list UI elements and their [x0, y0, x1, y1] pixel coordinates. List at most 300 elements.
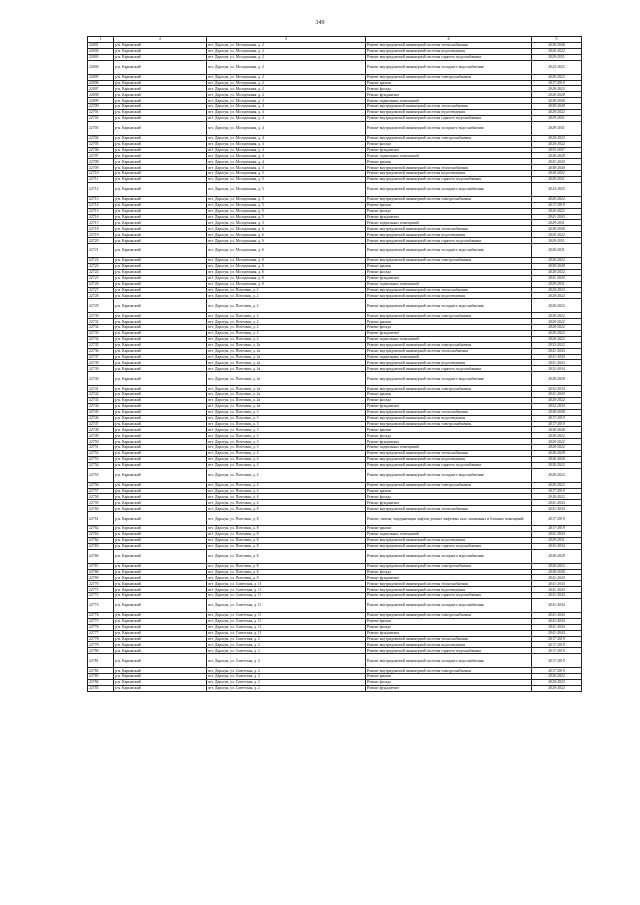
district-cell: р-н. Карымский	[114, 135, 207, 141]
period-cell: 2038-2040	[532, 409, 582, 415]
work-type-cell: Ремонт фундамента	[366, 214, 532, 220]
work-type-cell: Ремонт внутридомовой инженерной системы теплоснабжения	[366, 226, 532, 232]
work-type-cell: Ремонт внутридомовой инженерной системы электроснабжения	[366, 313, 532, 319]
district-cell: р-н. Карымский	[114, 549, 207, 563]
row-number: 22773	[88, 599, 114, 613]
address-cell: пгт. Дарасун, ул. Почтовая, д. 2а	[207, 354, 366, 360]
row-number: 22713	[88, 196, 114, 202]
address-cell: пгт. Дарасун, ул. Почтовая, д. 8	[207, 575, 366, 581]
district-cell: р-н. Карымский	[114, 445, 207, 451]
table-row	[88, 244, 582, 258]
address-cell: пгт. Дарасун, ул. Почтовая, д. 2	[207, 325, 366, 331]
row-number: 22771	[88, 587, 114, 593]
address-cell: пгт. Дарасун, ул. Почтовая, д. 8	[207, 512, 366, 526]
district-cell: р-н. Карымский	[114, 587, 207, 593]
work-type-cell: Ремонт внутридомовой инженерной системы водоотведения	[366, 48, 532, 54]
row-number: 22778	[88, 636, 114, 642]
work-type-cell: Ремонт крыши	[366, 202, 532, 208]
district-cell: р-н. Карымский	[114, 439, 207, 445]
period-cell: 2020-2022	[532, 397, 582, 403]
address-cell: пгт. Дарасун, ул. Молодежная, д. 6	[207, 269, 366, 275]
work-type-cell: Ремонт крыши	[366, 80, 532, 86]
address-cell: пгт. Дарасун, ул. Молодежная, д. 5	[207, 182, 366, 196]
work-type-cell: Ремонт подвальных помещений	[366, 445, 532, 451]
address-cell: пгт. Дарасун, ул. Советская, д. 11	[207, 630, 366, 636]
work-type-cell: Ремонт внутридомовой инженерной системы теплоснабжения	[366, 104, 532, 110]
table-row	[88, 182, 582, 196]
row-number: 22705	[88, 141, 114, 147]
column-header: 3	[207, 37, 366, 43]
district-cell: р-н. Карымский	[114, 532, 207, 538]
district-cell: р-н. Карымский	[114, 92, 207, 98]
row-number: 22691	[88, 43, 114, 49]
district-cell: р-н. Карымский	[114, 104, 207, 110]
address-cell: пгт. Дарасун, ул. Почтовая, д. 2	[207, 293, 366, 299]
row-number: 22767	[88, 563, 114, 569]
row-number: 22774	[88, 613, 114, 619]
row-number: 22699	[88, 98, 114, 104]
row-number: 22760	[88, 506, 114, 512]
work-type-cell: Ремонт крыши	[366, 674, 532, 680]
period-cell: 2020-2022	[532, 269, 582, 275]
row-number: 22780	[88, 648, 114, 654]
period-cell: 2020-2022	[532, 313, 582, 319]
period-cell: 2020-2031	[532, 244, 582, 258]
work-type-cell: Ремонт фундамента	[366, 630, 532, 636]
period-cell: 2041-2043	[532, 348, 582, 354]
row-number: 22748	[88, 427, 114, 433]
district-cell: р-н. Карымский	[114, 354, 207, 360]
period-cell: 2026-2028	[532, 92, 582, 98]
address-cell: пгт. Дарасун, ул. Молодежная, д. 4	[207, 141, 366, 147]
address-cell: пгт. Дарасун, ул. Почтовая, д. 2а	[207, 360, 366, 366]
address-cell: пгт. Дарасун, ул. Советская, д. 11	[207, 618, 366, 624]
district-cell: р-н. Карымский	[114, 488, 207, 494]
address-cell: пгт. Дарасун, ул. Молодежная, д. 2	[207, 86, 366, 92]
address-cell: пгт. Дарасун, ул. Почтовая, д. 3	[207, 427, 366, 433]
row-number: 22735	[88, 342, 114, 348]
period-cell: 2023-2025	[532, 182, 582, 196]
district-cell: р-н. Карымский	[114, 159, 207, 165]
period-cell: 2020-2022	[532, 86, 582, 92]
district-cell: р-н. Карымский	[114, 342, 207, 348]
period-cell: 2017-2019	[532, 526, 582, 532]
district-cell: р-н. Карымский	[114, 668, 207, 674]
work-type-cell: Ремонт фасада	[366, 141, 532, 147]
district-cell: р-н. Карымский	[114, 244, 207, 258]
work-type-cell: Ремонт внутридомовой инженерной системы горячего водоснабжения	[366, 54, 532, 60]
period-cell: 2029-2031	[532, 54, 582, 60]
work-type-cell: Ремонт подвальных помещений	[366, 532, 532, 538]
row-number: 22768	[88, 569, 114, 575]
table-row	[88, 654, 582, 668]
period-cell: 2038-2040	[532, 263, 582, 269]
district-cell: р-н. Карымский	[114, 74, 207, 80]
address-cell: пгт. Дарасун, ул. Почтовая, д. 2	[207, 336, 366, 342]
district-cell: р-н. Карымский	[114, 86, 207, 92]
row-number: 22694	[88, 60, 114, 74]
period-cell: 2020-2022	[532, 48, 582, 54]
address-cell: пгт. Дарасун, ул. Молодежная, д. 6	[207, 244, 366, 258]
address-cell: пгт. Дарасун, ул. Молодежная, д. 5	[207, 202, 366, 208]
address-cell: пгт. Дарасун, ул. Почтовая, д. 2а	[207, 392, 366, 398]
row-number: 22695	[88, 74, 114, 80]
address-cell: пгт. Дарасун, ул. Молодежная, д. 4	[207, 110, 366, 116]
district-cell: р-н. Карымский	[114, 171, 207, 177]
work-type-cell: Ремонт внутридомовой инженерной системы теплоснабжения	[366, 287, 532, 293]
period-cell: 2020-2022	[532, 258, 582, 264]
address-cell: пгт. Дарасун, ул. Почтовая, д. 2	[207, 299, 366, 313]
address-cell: пгт. Дарасун, ул. Почтовая, д. 4	[207, 488, 366, 494]
row-number: 22739	[88, 366, 114, 372]
district-cell: р-н. Карымский	[114, 165, 207, 171]
period-cell: 2038-2040	[532, 427, 582, 433]
address-cell: пгт. Дарасун, ул. Почтовая, д. 4	[207, 500, 366, 506]
work-type-cell: Ремонт внутридомовой инженерной системы водоотведения	[366, 360, 532, 366]
work-type-cell: Ремонт внутридомовой инженерной системы холодного водоснабжения	[366, 244, 532, 258]
work-type-cell: Ремонт внутридомовой инженерной системы холодного водоснабжения	[366, 121, 532, 135]
district-cell: р-н. Карымский	[114, 613, 207, 619]
work-type-cell: Ремонт крыши	[366, 427, 532, 433]
period-cell: 2029-2031	[532, 121, 582, 135]
district-cell: р-н. Карымский	[114, 258, 207, 264]
district-cell: р-н. Карымский	[114, 674, 207, 680]
row-number: 22746	[88, 415, 114, 421]
district-cell: р-н. Карымский	[114, 636, 207, 642]
work-type-cell: Ремонт внутридомовой инженерной системы электроснабжения	[366, 421, 532, 427]
address-cell: пгт. Дарасун, ул. Почтовая, д. 8	[207, 537, 366, 543]
district-cell: р-н. Карымский	[114, 275, 207, 281]
period-cell: 2029-2031	[532, 115, 582, 121]
work-type-cell: Ремонт внутридомовой инженерной системы водоотведения	[366, 232, 532, 238]
row-number: 22756	[88, 482, 114, 488]
work-type-cell: Ремонт внутридомовой инженерной системы водоотведения	[366, 110, 532, 116]
period-cell: 2020-2022	[532, 462, 582, 468]
address-cell: пгт. Дарасун, ул. Советская, д. 11	[207, 581, 366, 587]
row-number: 22701	[88, 110, 114, 116]
work-type-cell: Ремонт, замена, модернизация лифтов, ремонт лифтовых шах, машинных и блочных помещений	[366, 512, 532, 526]
district-cell: р-н. Карымский	[114, 680, 207, 686]
address-cell: пгт. Дарасун, ул. Почтовая, д. 8	[207, 532, 366, 538]
address-cell: пгт. Дарасун, ул. Советская, д. 11	[207, 613, 366, 619]
district-cell: р-н. Карымский	[114, 648, 207, 654]
district-cell: р-н. Карымский	[114, 330, 207, 336]
district-cell: р-н. Карымский	[114, 563, 207, 569]
work-type-cell: Ремонт фасада	[366, 624, 532, 630]
period-cell: 2020-2022	[532, 439, 582, 445]
address-cell: пгт. Дарасун, ул. Почтовая, д. 4	[207, 494, 366, 500]
district-cell: р-н. Карымский	[114, 403, 207, 409]
row-number: 22784	[88, 680, 114, 686]
address-cell: пгт. Дарасун, ул. Молодежная, д. 6	[207, 275, 366, 281]
period-cell: 2029-2031	[532, 177, 582, 183]
work-type-cell: Ремонт внутридомовой инженерной системы горячего водоснабжения	[366, 238, 532, 244]
district-cell: р-н. Карымский	[114, 654, 207, 668]
period-cell: 2041-2043	[532, 593, 582, 599]
row-number: 22734	[88, 336, 114, 342]
district-cell: р-н. Карымский	[114, 569, 207, 575]
work-type-cell: Ремонт внутридомовой инженерной системы холодного водоснабжения	[366, 599, 532, 613]
period-cell: 2038-2040	[532, 98, 582, 104]
work-type-cell: Ремонт внутридомовой инженерной системы горячего водоснабжения	[366, 593, 532, 599]
row-number: 22759	[88, 500, 114, 506]
row-number: 22710	[88, 171, 114, 177]
district-cell: р-н. Карымский	[114, 54, 207, 60]
work-type-cell: Ремонт фундамента	[366, 575, 532, 581]
work-type-cell: Ремонт крыши	[366, 488, 532, 494]
row-number: 22732	[88, 325, 114, 331]
work-type-cell: Ремонт внутридомовой инженерной системы холодного водоснабжения	[366, 549, 532, 563]
work-type-cell: Ремонт внутридомовой инженерной системы электроснабжения	[366, 668, 532, 674]
work-type-cell: Ремонт внутридомовой инженерной системы водоотведения	[366, 171, 532, 177]
address-cell: пгт. Дарасун, ул. Молодежная, д. 4	[207, 153, 366, 159]
district-cell: р-н. Карымский	[114, 630, 207, 636]
address-cell: пгт. Дарасун, ул. Почтовая, д. 3	[207, 439, 366, 445]
work-type-cell: Ремонт внутридомовой инженерной системы холодного водоснабжения	[366, 299, 532, 313]
period-cell: 2032-2034	[532, 403, 582, 409]
district-cell: р-н. Карымский	[114, 506, 207, 512]
period-cell: 2032-2034	[532, 543, 582, 549]
district-cell: р-н. Карымский	[114, 153, 207, 159]
work-type-cell: Ремонт внутридомовой инженерной системы электроснабжения	[366, 196, 532, 202]
row-number: 22723	[88, 263, 114, 269]
row-number: 22770	[88, 581, 114, 587]
district-cell: р-н. Карымский	[114, 214, 207, 220]
district-cell: р-н. Карымский	[114, 482, 207, 488]
period-cell: 2020-2022	[532, 680, 582, 686]
row-number: 22754	[88, 462, 114, 468]
table-row	[88, 599, 582, 613]
district-cell: р-н. Карымский	[114, 386, 207, 392]
row-number: 22742	[88, 392, 114, 398]
row-number: 22783	[88, 674, 114, 680]
district-cell: р-н. Карымский	[114, 110, 207, 116]
work-type-cell: Ремонт крыши	[366, 526, 532, 532]
address-cell: пгт. Дарасун, ул. Почтовая, д. 3	[207, 409, 366, 415]
row-number: 22781	[88, 654, 114, 668]
row-number: 22757	[88, 488, 114, 494]
row-number: 22721	[88, 244, 114, 258]
address-cell: пгт. Дарасун, ул. Почтовая, д. 2а	[207, 386, 366, 392]
district-cell: р-н. Карымский	[114, 287, 207, 293]
district-cell: р-н. Карымский	[114, 450, 207, 456]
district-cell: р-н. Карымский	[114, 397, 207, 403]
row-number: 22696	[88, 80, 114, 86]
district-cell: р-н. Карымский	[114, 593, 207, 599]
district-cell: р-н. Карымский	[114, 177, 207, 183]
row-number: 22755	[88, 468, 114, 482]
work-type-cell: Ремонт внутридомовой инженерной системы электроснабжения	[366, 563, 532, 569]
address-cell: пгт. Дарасун, ул. Почтовая, д. 3	[207, 421, 366, 427]
address-cell: пгт. Дарасун, ул. Почтовая, д. 4	[207, 462, 366, 468]
district-cell: р-н. Карымский	[114, 208, 207, 214]
address-cell: пгт. Дарасун, ул. Молодежная, д. 2	[207, 48, 366, 54]
work-type-cell: Ремонт внутридомовой инженерной системы теплоснабжения	[366, 409, 532, 415]
period-cell: 2038-2040	[532, 165, 582, 171]
row-number: 22703	[88, 121, 114, 135]
work-type-cell: Ремонт внутридомовой инженерной системы холодного водоснабжения	[366, 60, 532, 74]
period-cell: 2029-2031	[532, 281, 582, 287]
address-cell: пгт. Дарасун, ул. Молодежная, д. 5	[207, 214, 366, 220]
district-cell: р-н. Карымский	[114, 293, 207, 299]
row-number: 22708	[88, 159, 114, 165]
district-cell: р-н. Карымский	[114, 433, 207, 439]
district-cell: р-н. Карымский	[114, 366, 207, 372]
district-cell: р-н. Карымский	[114, 421, 207, 427]
address-cell: пгт. Дарасун, ул. Почтовая, д. 2	[207, 313, 366, 319]
district-cell: р-н. Карымский	[114, 642, 207, 648]
row-number: 22728	[88, 293, 114, 299]
period-cell: 2041-2043	[532, 630, 582, 636]
address-cell: пгт. Дарасун, ул. Молодежная, д. 5	[207, 177, 366, 183]
address-cell: пгт. Дарасун, ул. Молодежная, д. 5	[207, 220, 366, 226]
address-cell: пгт. Дарасун, ул. Советская, д. 2	[207, 680, 366, 686]
work-type-cell: Ремонт внутридомовой инженерной системы электроснабжения	[366, 342, 532, 348]
address-cell: пгт. Дарасун, ул. Почтовая, д. 2а	[207, 397, 366, 403]
address-cell: пгт. Дарасун, ул. Почтовая, д. 4	[207, 468, 366, 482]
address-cell: пгт. Дарасун, ул. Почтовая, д. 8	[207, 569, 366, 575]
row-number: 22765	[88, 543, 114, 549]
row-number: 22753	[88, 456, 114, 462]
period-cell: 2020-2022	[532, 445, 582, 451]
period-cell: 2020-2022	[532, 287, 582, 293]
work-type-cell: Ремонт внутридомовой инженерной системы теплоснабжения	[366, 581, 532, 587]
work-type-cell: Ремонт фасада	[366, 569, 532, 575]
period-cell: 2041-2043	[532, 500, 582, 506]
period-cell: 2017-2019	[532, 421, 582, 427]
work-type-cell: Ремонт внутридомовой инженерной системы холодного водоснабжения	[366, 468, 532, 482]
district-cell: р-н. Карымский	[114, 313, 207, 319]
address-cell: пгт. Дарасун, ул. Советская, д. 11	[207, 593, 366, 599]
work-type-cell: Ремонт крыши	[366, 263, 532, 269]
address-cell: пгт. Дарасун, ул. Почтовая, д. 2а	[207, 348, 366, 354]
district-cell: р-н. Карымский	[114, 456, 207, 462]
district-cell: р-н. Карымский	[114, 202, 207, 208]
district-cell: р-н. Карымский	[114, 182, 207, 196]
period-cell: 2017-2019	[532, 654, 582, 668]
address-cell: пгт. Дарасун, ул. Почтовая, д. 8	[207, 563, 366, 569]
period-cell: 2029-2031	[532, 220, 582, 226]
work-type-cell: Ремонт внутридомовой инженерной системы холодного водоснабжения	[366, 654, 532, 668]
period-cell: 2041-2043	[532, 575, 582, 581]
address-cell: пгт. Дарасун, ул. Почтовая, д. 2	[207, 330, 366, 336]
period-cell: 2017-2019	[532, 636, 582, 642]
work-type-cell: Ремонт внутридомовой инженерной системы холодного водоснабжения	[366, 372, 532, 386]
work-type-cell: Ремонт фундамента	[366, 439, 532, 445]
district-cell: р-н. Карымский	[114, 512, 207, 526]
work-type-cell: Ремонт крыши	[366, 159, 532, 165]
work-type-cell: Ремонт внутридомовой инженерной системы водоотведения	[366, 537, 532, 543]
period-cell: 2032-2022	[532, 342, 582, 348]
address-cell: пгт. Дарасун, ул. Молодежная, д. 4	[207, 159, 366, 165]
work-type-cell: Ремонт внутридомовой инженерной системы электроснабжения	[366, 258, 532, 264]
row-number: 22693	[88, 54, 114, 60]
work-type-cell: Ремонт внутридомовой инженерной системы теплоснабжения	[366, 348, 532, 354]
period-cell: 2035-2037	[532, 147, 582, 153]
row-number: 22772	[88, 593, 114, 599]
address-cell: пгт. Дарасун, ул. Молодежная, д. 4	[207, 104, 366, 110]
period-cell: 2020-2022	[532, 336, 582, 342]
work-type-cell: Ремонт внутридомовой инженерной системы горячего водоснабжения	[366, 648, 532, 654]
period-cell: 2032-2034	[532, 386, 582, 392]
work-type-cell: Ремонт фасада	[366, 86, 532, 92]
district-cell: р-н. Карымский	[114, 269, 207, 275]
period-cell: 2020-2022	[532, 74, 582, 80]
district-cell: р-н. Карымский	[114, 80, 207, 86]
period-cell: 2020-2022	[532, 325, 582, 331]
work-type-cell: Ремонт крыши	[366, 392, 532, 398]
period-cell: 2041-2043	[532, 360, 582, 366]
table-row	[88, 549, 582, 563]
period-cell: 2017-2019	[532, 512, 582, 526]
work-type-cell: Ремонт фасада	[366, 433, 532, 439]
row-number: 22698	[88, 92, 114, 98]
row-number: 22749	[88, 433, 114, 439]
address-cell: пгт. Дарасун, ул. Молодежная, д. 4	[207, 135, 366, 141]
row-number: 22716	[88, 214, 114, 220]
address-cell: пгт. Дарасун, ул. Молодежная, д. 6	[207, 226, 366, 232]
period-cell: 2020-2022	[532, 468, 582, 482]
row-number: 22738	[88, 360, 114, 366]
district-cell: р-н. Карымский	[114, 147, 207, 153]
district-cell: р-н. Карымский	[114, 60, 207, 74]
work-type-cell: Ремонт фундамента	[366, 403, 532, 409]
row-number: 22741	[88, 386, 114, 392]
work-type-cell: Ремонт фундамента	[366, 500, 532, 506]
period-cell: 2041-2043	[532, 613, 582, 619]
address-cell: пгт. Дарасун, ул. Советская, д. 2	[207, 668, 366, 674]
district-cell: р-н. Карымский	[114, 336, 207, 342]
address-cell: пгт. Дарасун, ул. Советская, д. 2	[207, 648, 366, 654]
address-cell: пгт. Дарасун, ул. Советская, д. 2	[207, 674, 366, 680]
row-number: 22712	[88, 182, 114, 196]
row-number: 22720	[88, 238, 114, 244]
work-type-cell: Ремонт внутридомовой инженерной системы водоотведения	[366, 293, 532, 299]
period-cell: 2041-2043	[532, 506, 582, 512]
column-header: 1	[88, 37, 114, 43]
work-type-cell: Ремонт фасада	[366, 494, 532, 500]
period-cell: 2023-2025	[532, 60, 582, 74]
district-cell: р-н. Карымский	[114, 232, 207, 238]
table-row	[88, 121, 582, 135]
address-cell: пгт. Дарасун, ул. Молодежная, д. 5	[207, 208, 366, 214]
address-cell: пгт. Дарасун, ул. Молодежная, д. 5	[207, 165, 366, 171]
address-cell: пгт. Дарасун, ул. Почтовая, д. 8	[207, 526, 366, 532]
period-cell: 2041-2043	[532, 275, 582, 281]
address-cell: пгт. Дарасун, ул. Советская, д. 11	[207, 599, 366, 613]
period-cell: 2020-2022	[532, 319, 582, 325]
row-number: 22718	[88, 226, 114, 232]
table-row	[88, 299, 582, 313]
column-header: 5	[532, 37, 582, 43]
row-number: 22722	[88, 258, 114, 264]
address-cell: пгт. Дарасун, ул. Молодежная, д. 2	[207, 98, 366, 104]
period-cell: 2020-2022	[532, 110, 582, 116]
period-cell: 2026-2028	[532, 372, 582, 386]
period-cell: 2017-2019	[532, 642, 582, 648]
address-cell: пгт. Дарасун, ул. Почтовая, д. 3	[207, 415, 366, 421]
row-number: 22752	[88, 450, 114, 456]
work-type-cell: Ремонт фасада	[366, 269, 532, 275]
address-cell: пгт. Дарасун, ул. Почтовая, д. 8	[207, 543, 366, 549]
period-cell: 2020-2022	[532, 232, 582, 238]
work-type-cell: Ремонт фасада	[366, 680, 532, 686]
period-cell: 2017-2019	[532, 648, 582, 654]
table-row	[88, 468, 582, 482]
work-type-cell: Ремонт внутридомовой инженерной системы электроснабжения	[366, 482, 532, 488]
district-cell: р-н. Карымский	[114, 360, 207, 366]
district-cell: р-н. Карымский	[114, 526, 207, 532]
